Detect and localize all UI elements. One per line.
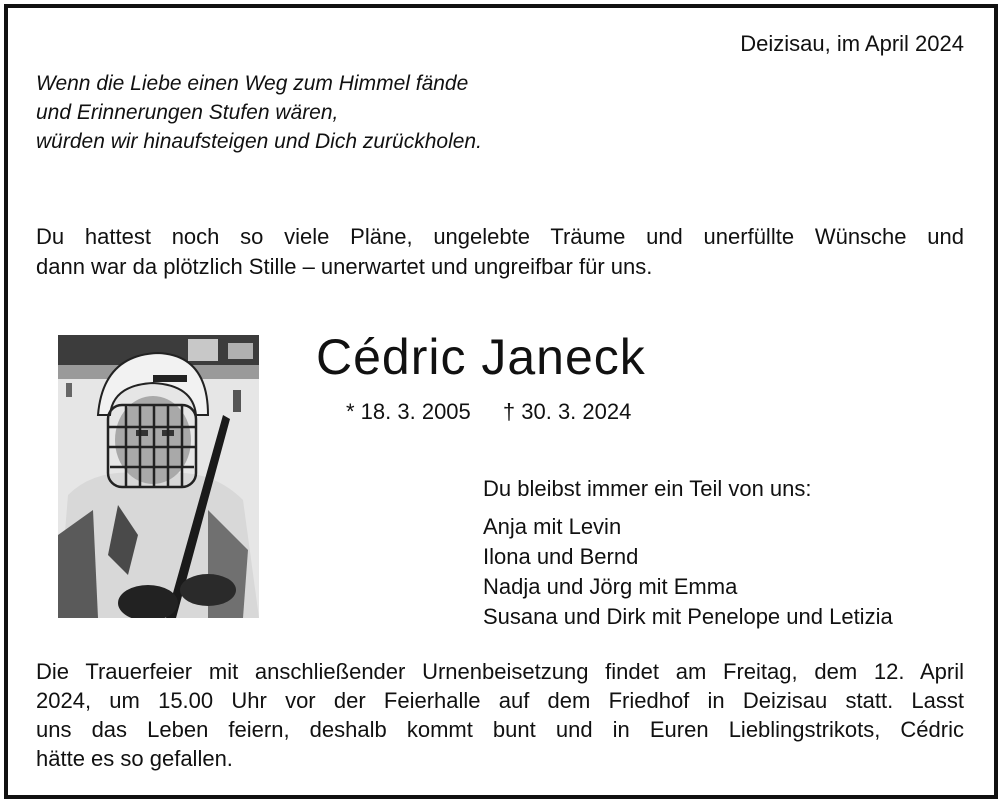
family-member: Nadja und Jörg mit Emma	[483, 574, 738, 599]
intro-line: dann war da plötzlich Stille – unerwartet und ungreifbar für uns.	[36, 254, 653, 279]
life-dates	[346, 399, 631, 425]
poem-line: und Erinnerungen Stufen wären,	[36, 101, 339, 124]
ceremony-text	[36, 657, 964, 773]
poem-line: würden wir hinaufsteigen und Dich zurückholen.	[36, 130, 482, 153]
poem	[36, 69, 482, 156]
intro-line: Du hattest noch so viele Pläne, ungelebte Träume und unerfüllte Wünsche und	[36, 224, 964, 249]
birth-date: * 18. 3. 2005	[346, 399, 471, 424]
ceremony-line: Die Trauerfeier mit anschließender Urnenbeisetzung findet am Freitag, dem 12. April	[36, 659, 964, 684]
family-member: Susana und Dirk mit Penelope und Letizia	[483, 604, 893, 629]
family-heading: Du bleibst immer ein Teil von uns:	[483, 476, 812, 501]
death-date: † 30. 3. 2024	[502, 399, 632, 424]
family-member: Ilona und Bernd	[483, 544, 639, 569]
family-block	[483, 474, 893, 632]
poem-line: Wenn die Liebe einen Weg zum Himmel fände	[36, 72, 469, 95]
family-member: Anja mit Levin	[483, 514, 622, 539]
ceremony-line: hätte es so gefallen.	[36, 746, 233, 771]
ceremony-line: uns das Leben feiern, deshalb kommt bunt und in Euren Lieblingstrikots, Cédric	[36, 717, 964, 742]
deceased-name: Cédric Janeck	[316, 329, 646, 385]
ceremony-line: 2024, um 15.00 Uhr vor der Feierhalle auf dem Friedhof in Deizisau statt. Lasst	[36, 688, 964, 713]
portrait-photo	[58, 335, 259, 618]
place-date: Deizisau, im April 2024	[740, 31, 964, 56]
hockey-player-photo-icon	[58, 335, 259, 618]
intro-text	[36, 222, 964, 282]
